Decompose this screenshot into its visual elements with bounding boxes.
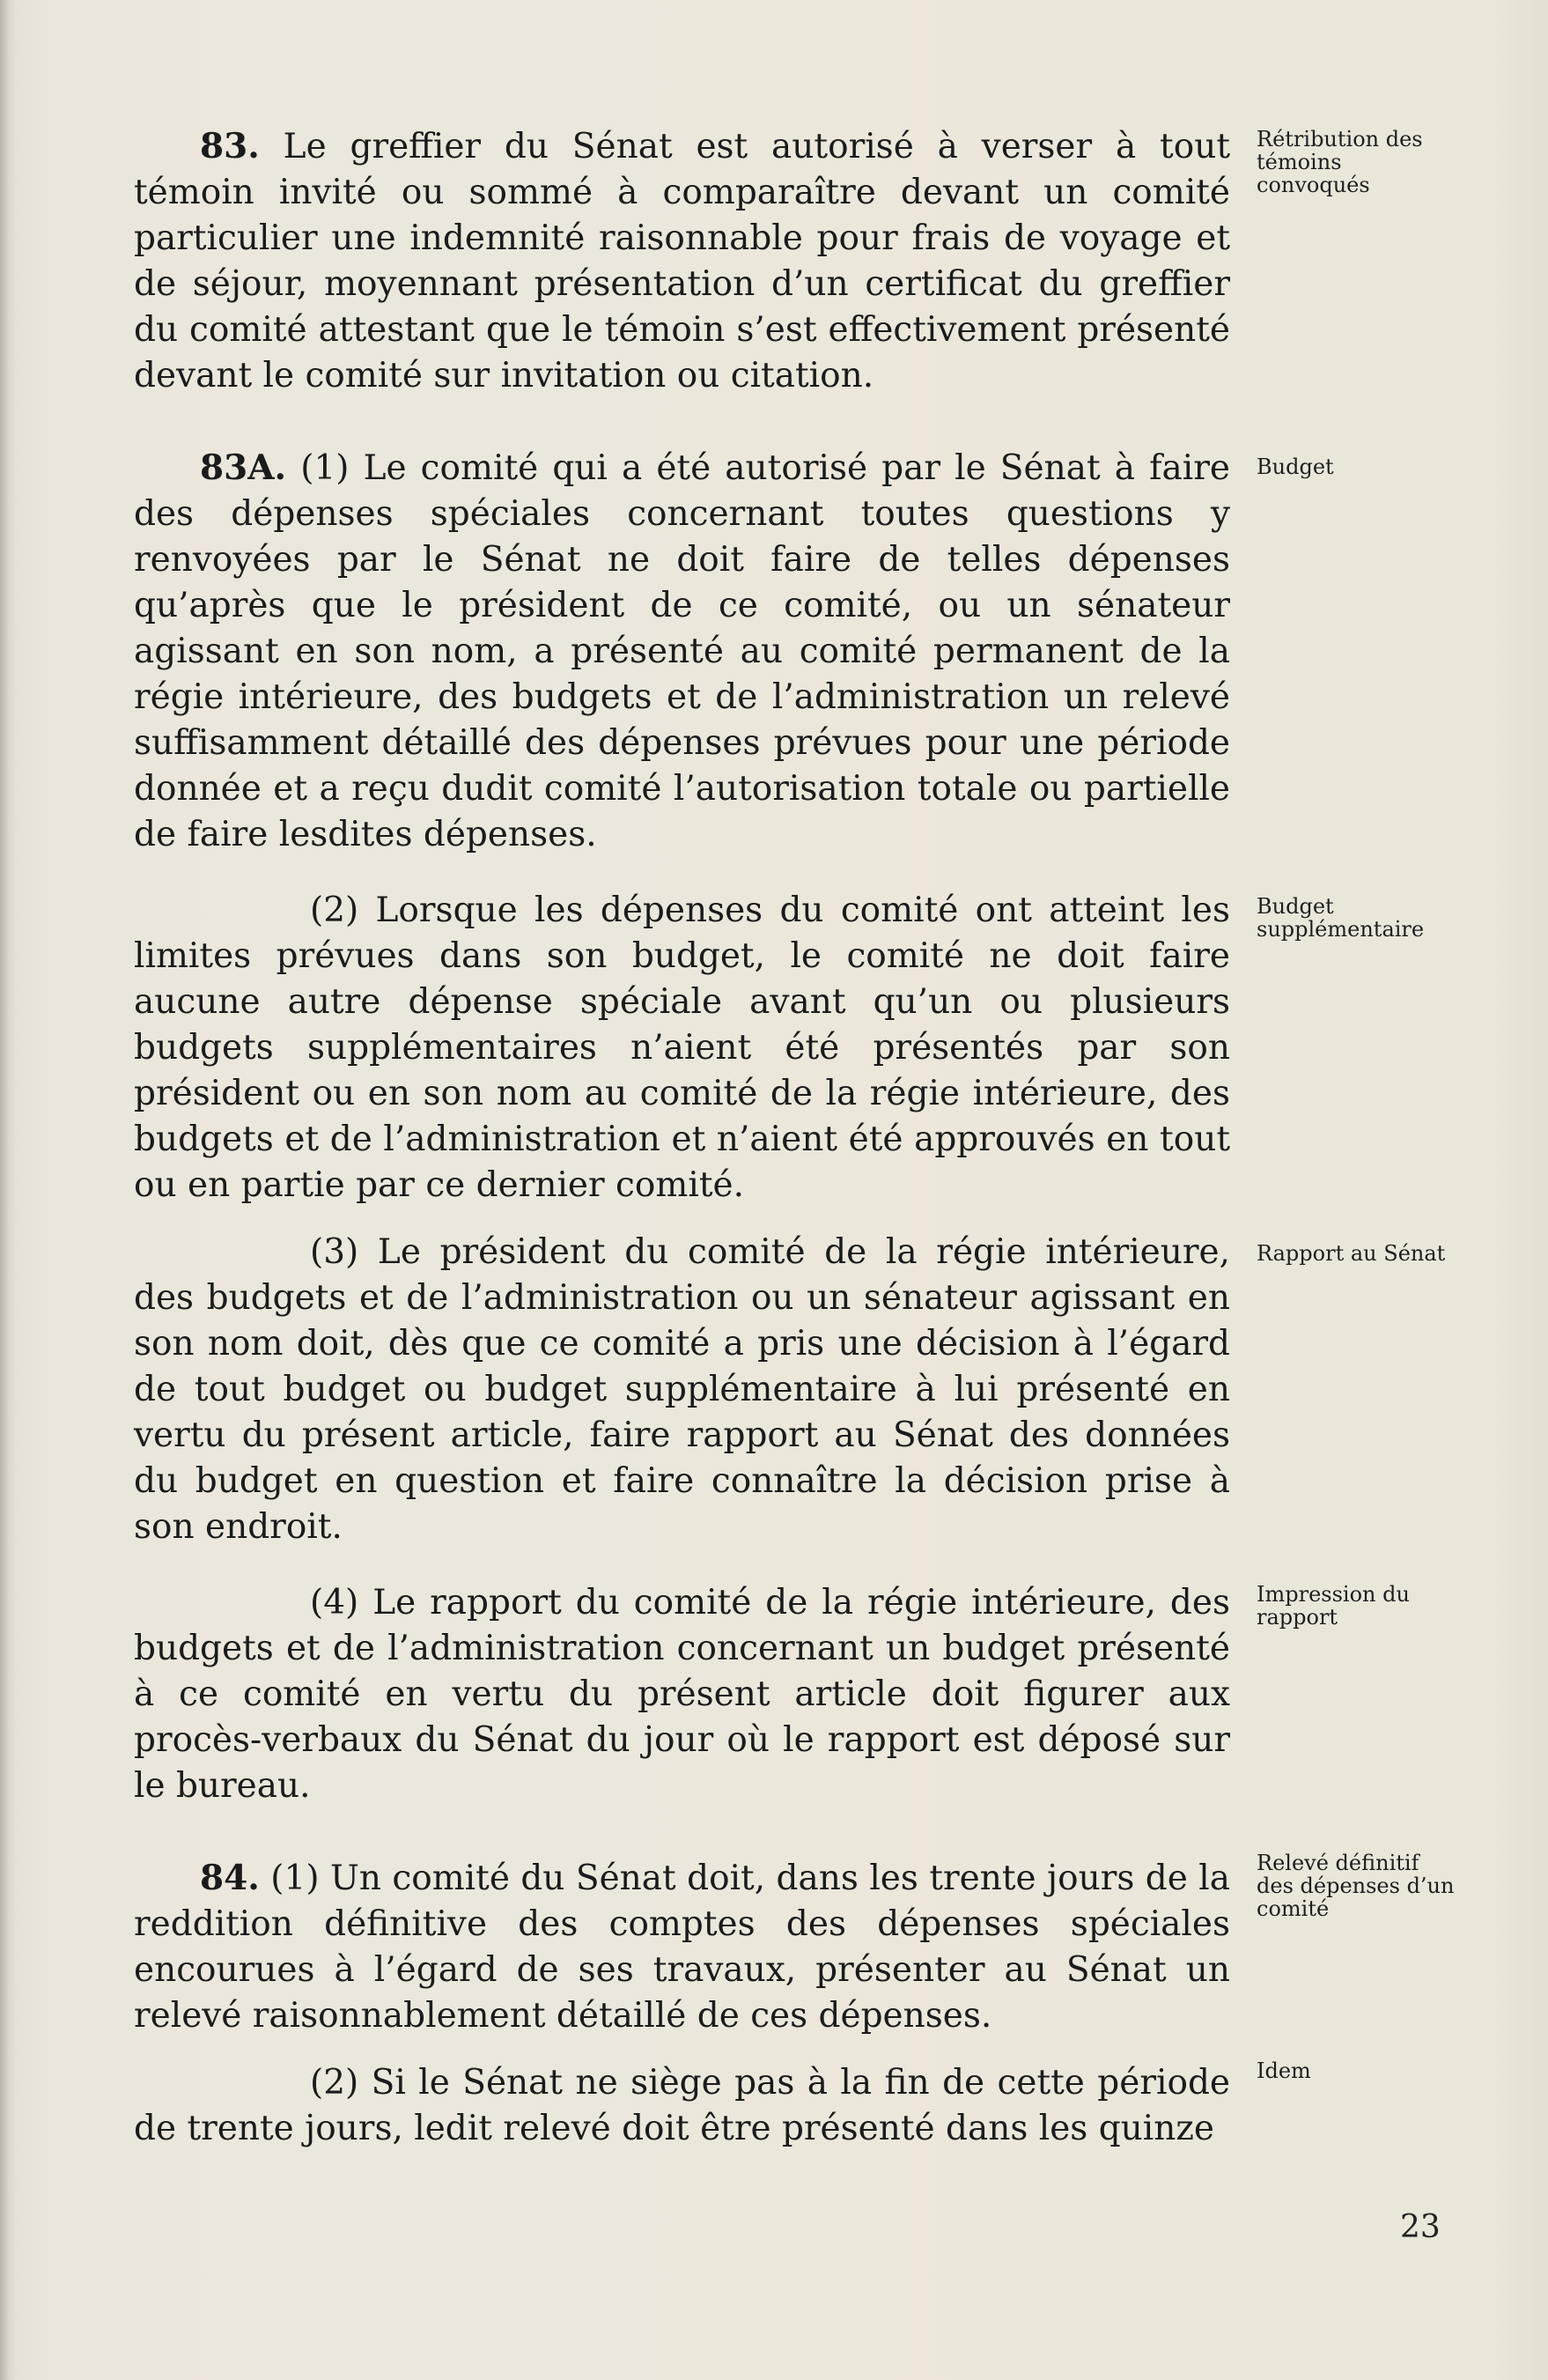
article-84-paragraph-1 bbox=[134, 1855, 1230, 2039]
margin-note-releve-definitif: Relevé définitif des dépenses d’un comité bbox=[1257, 1851, 1455, 1921]
article-83-paragraph bbox=[134, 123, 1230, 399]
margin-note-budget-supplementaire: Budget supplémentaire bbox=[1257, 894, 1425, 942]
article-83-text: Le greffier du Sénat est autorisé à verser à tout témoin invité ou sommé à comparaître devant un comité particulier une indemnité raisonnable pour frais de voyage et de séjour, moyennant présentation d’un certificat du greffier du comité attestant que le témoin s’est effectivement présenté devant le comité sur invitation ou citation. bbox=[134, 127, 1230, 395]
article-84-paragraph-2: (2) Si le Sénat ne siège pas à la fin de cette période de trente jours, ledit relevé doit être présenté dans les quinze bbox=[134, 2063, 1230, 2148]
article-83A-paragraph-1 bbox=[134, 445, 1230, 858]
article-83A-paragraph-4: (4) Le rapport du comité de la régie intérieure, des budgets et de l’administration concernant un budget présenté à ce comité en vertu du présent article doit figurer aux procès-verbaux du Sénat du jour où le rapport est déposé sur le bureau. bbox=[134, 1583, 1230, 1806]
article-84-para1-text: (1) Un comité du Sénat doit, dans les trente jours de la reddition définitive des comptes des dépenses spéciales encourues à l’égard de ses travaux, présenter au Sénat un relevé raisonnablement détaillé de ces dépenses. bbox=[134, 1859, 1230, 2036]
article-83-number: 83. bbox=[200, 126, 260, 166]
page-binding-edge bbox=[0, 0, 9, 2380]
article-84-number: 84. bbox=[200, 1858, 260, 1898]
article-83A-number: 83A. bbox=[200, 447, 287, 488]
article-83A-paragraph-3: (3) Le président du comité de la régie intérieure, des budgets et de l’administration ou un sénateur agissant en son nom doit, dès que ce comité a pris une décision à l’égard de tout budget ou budget supplémentaire à lui présenté en vertu du présent article, faire rapport au Sénat des données du budget en question et faire connaître la décision prise à son endroit. bbox=[134, 1232, 1230, 1547]
main-text-column bbox=[134, 123, 1230, 2152]
article-83A-paragraph-2: (2) Lorsque les dépenses du comité ont atteint les limites prévues dans son budget, le comité ne doit faire aucune autre dépense spéciale avant qu’un ou plusieurs budgets supplémentaires n’aient été présentés par son président ou en son nom au comité de la régie intérieure, des budgets et de l’administration et n’aient été approuvés en tout ou en partie par ce dernier comité. bbox=[134, 891, 1230, 1205]
margin-note-impression-du-rapport: Impression du rapport bbox=[1257, 1582, 1410, 1630]
margin-note-rapport-au-senat: Rapport au Sénat bbox=[1257, 1241, 1446, 1266]
page-number: 23 bbox=[1400, 2209, 1441, 2245]
margin-note-retribution: Rétribution des témoins convoqués bbox=[1257, 127, 1423, 197]
margin-note-budget: Budget bbox=[1257, 455, 1334, 479]
article-83A-para1-text: (1) Le comité qui a été autorisé par le Sénat à faire des dépenses spéciales concernant toutes questions y renvoyées par le Sénat ne doit faire de telles dépenses qu’après que le président de ce comité, ou un sénateur agissant en son nom, a présenté au comité permanent de la régie intérieure, des budgets et de l’administration un relevé suffisamment détaillé des dépenses prévues pour une période donnée et a reçu dudit comité l’autorisation totale ou partielle de faire lesdites dépenses. bbox=[134, 448, 1230, 854]
margin-note-idem: Idem bbox=[1257, 2058, 1311, 2083]
